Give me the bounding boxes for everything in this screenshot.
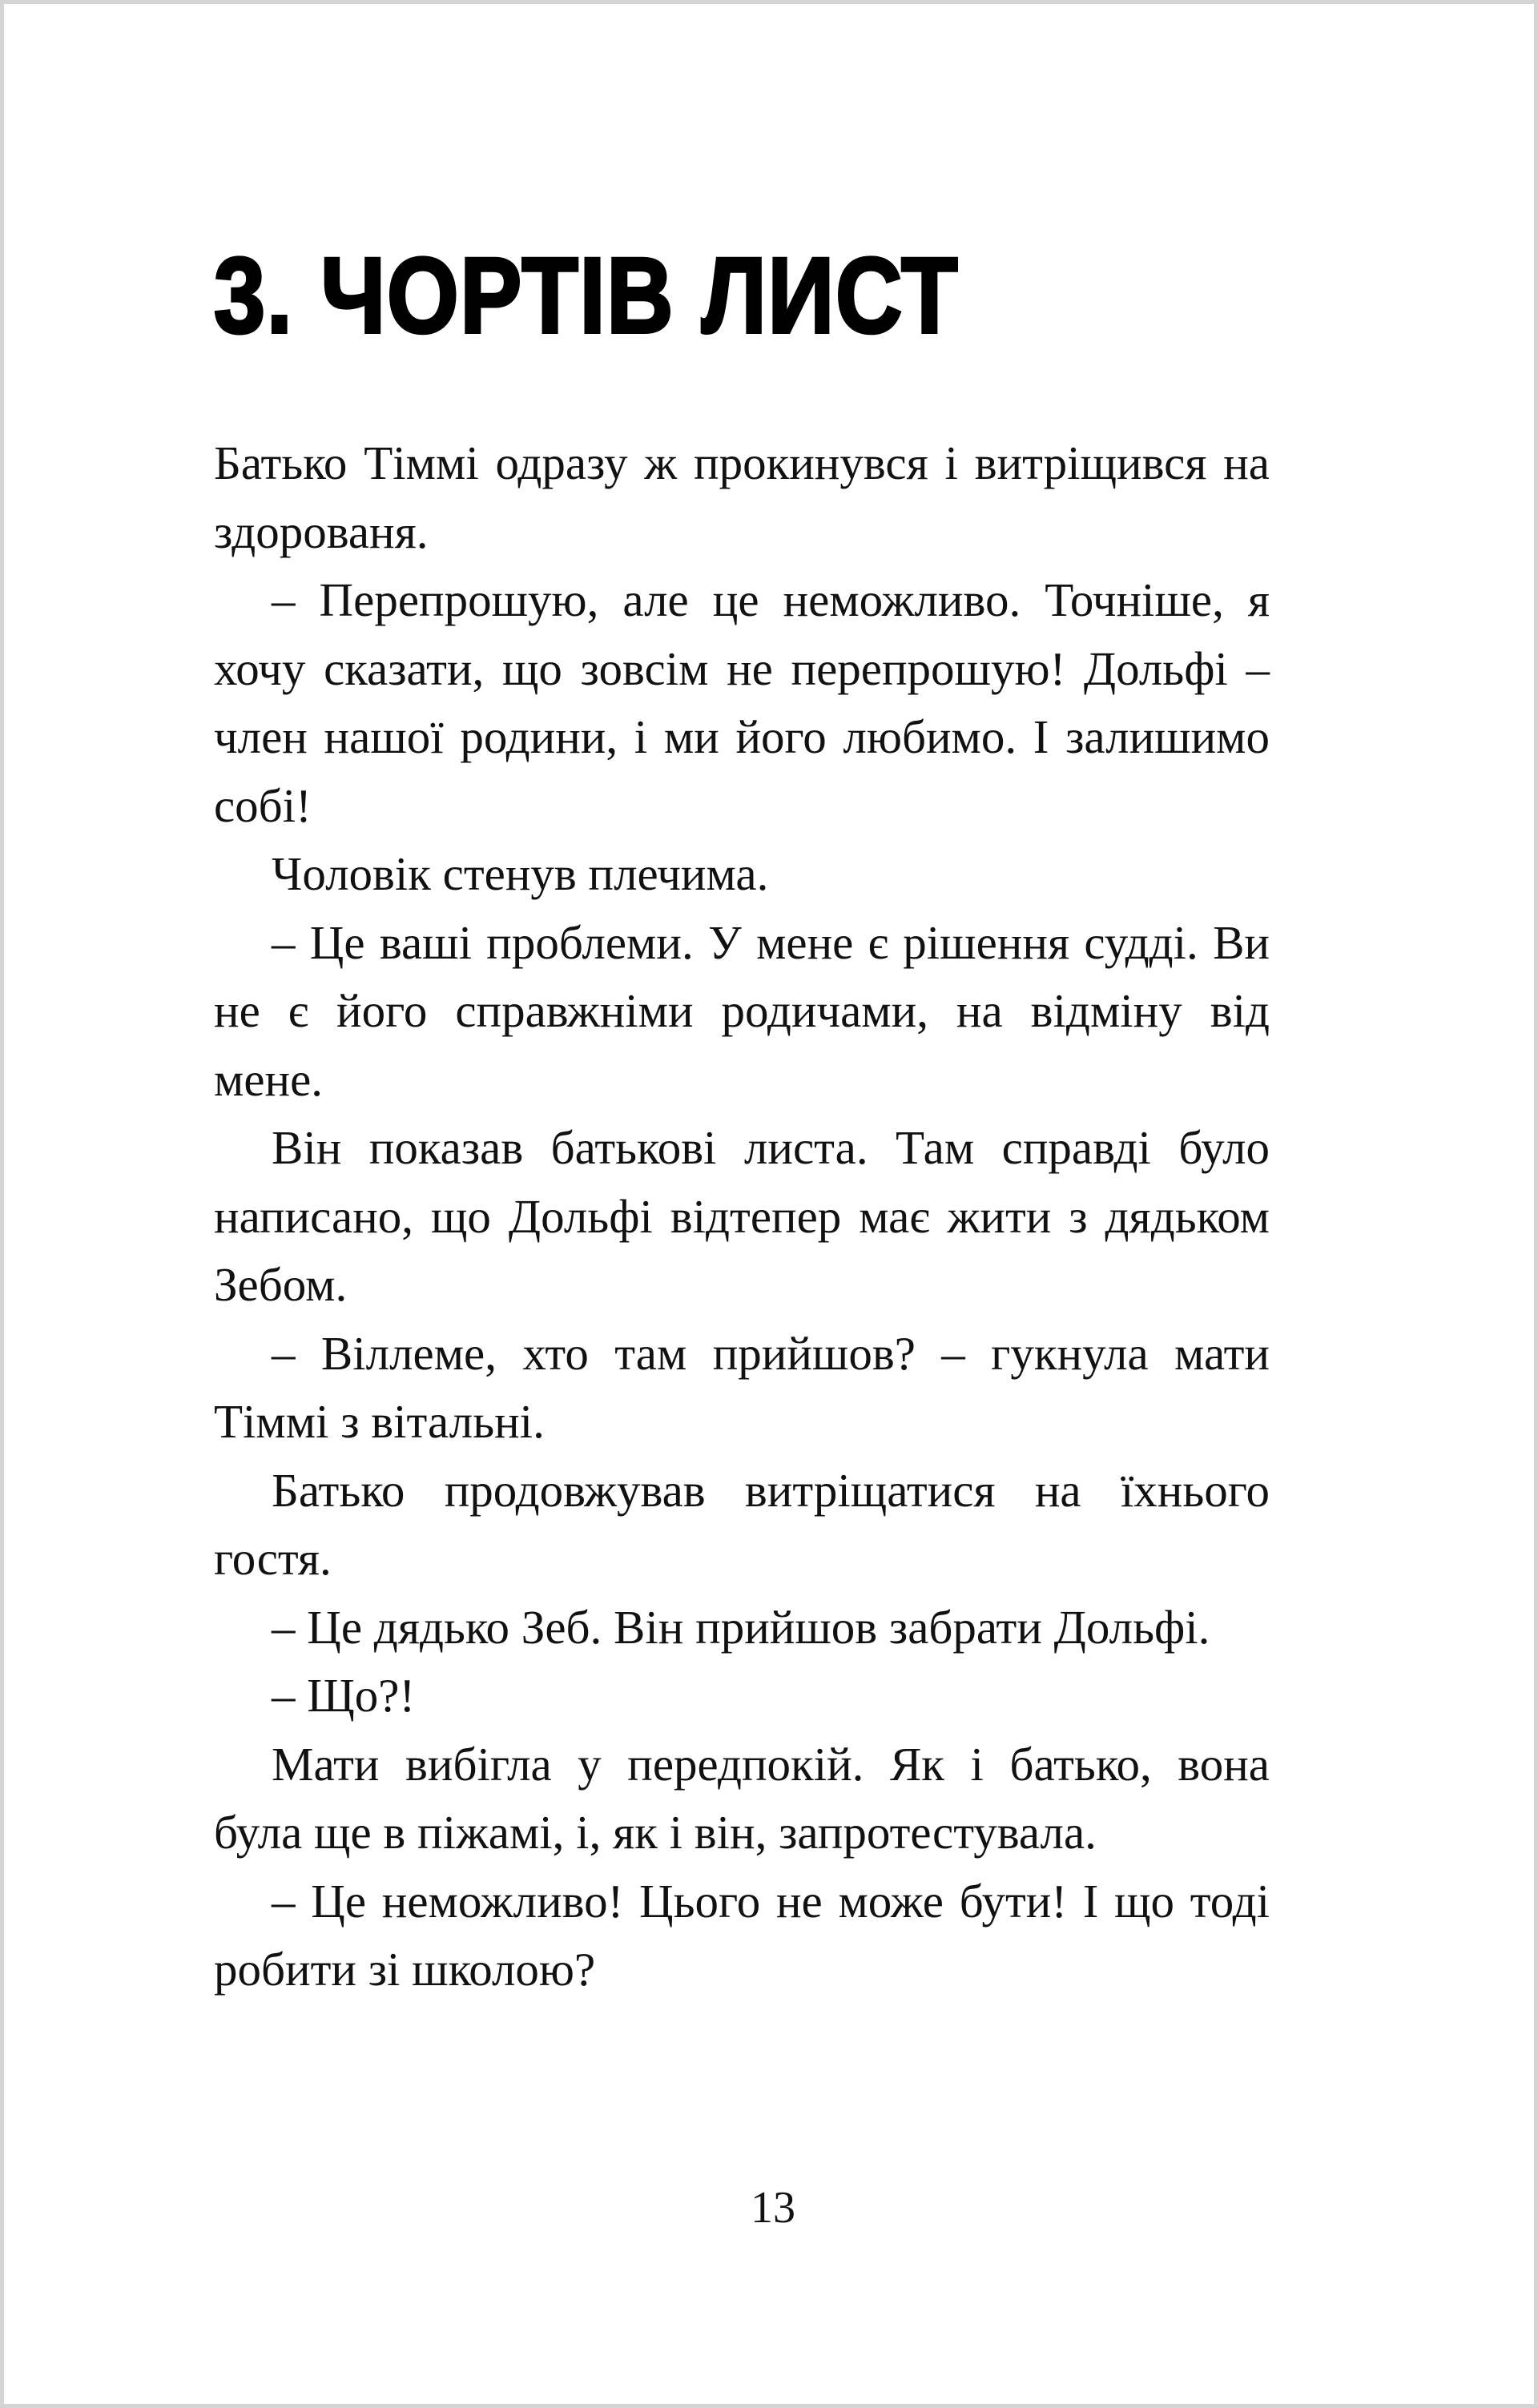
paragraph: Батько Тіммі одразу ж прокинувся і витріщився на здорованя. — [214, 436, 1270, 558]
paragraph: – Віллеме, хто там прийшов? – гукнула мати Тіммі з вітальні. — [214, 1326, 1270, 1448]
paragraph: Мати вибігла у передпокій. Як і батько, вона була ще в піжамі, і, як і він, запротестувала. — [214, 1737, 1270, 1859]
paragraph: Батько продовжував витріщатися на їхнього гостя. — [214, 1463, 1270, 1585]
paragraph: Він показав батькові листа. Там справді було написано, що Дольфі відтепер має жити з дядьком Зебом. — [214, 1121, 1270, 1311]
chapter-title: 3. ЧОРТІВ ЛИСТ — [214, 236, 960, 356]
page-number: 13 — [751, 2183, 795, 2233]
paragraph: – Це неможливо! Цього не може бути! І що тоді робити зі школою? — [214, 1874, 1270, 1996]
paragraph: – Це ваші проблеми. У мене є рішення судді. Ви не є його справжніми родичами, на відміну від мене. — [214, 915, 1270, 1106]
body-text — [214, 429, 1270, 2004]
paragraph: – Що?! — [272, 1669, 416, 1722]
paragraph: – Це дядько Зеб. Він прийшов забрати Дольфі. — [272, 1600, 1210, 1654]
paragraph: Чоловік стенув плечима. — [272, 847, 769, 900]
paragraph: – Перепрошую, але це неможливо. Точніше, я хочу сказати, що зовсім не перепрошую! Дольфі – член нашої родини, і ми його любимо. І залишимо собі! — [214, 573, 1270, 832]
